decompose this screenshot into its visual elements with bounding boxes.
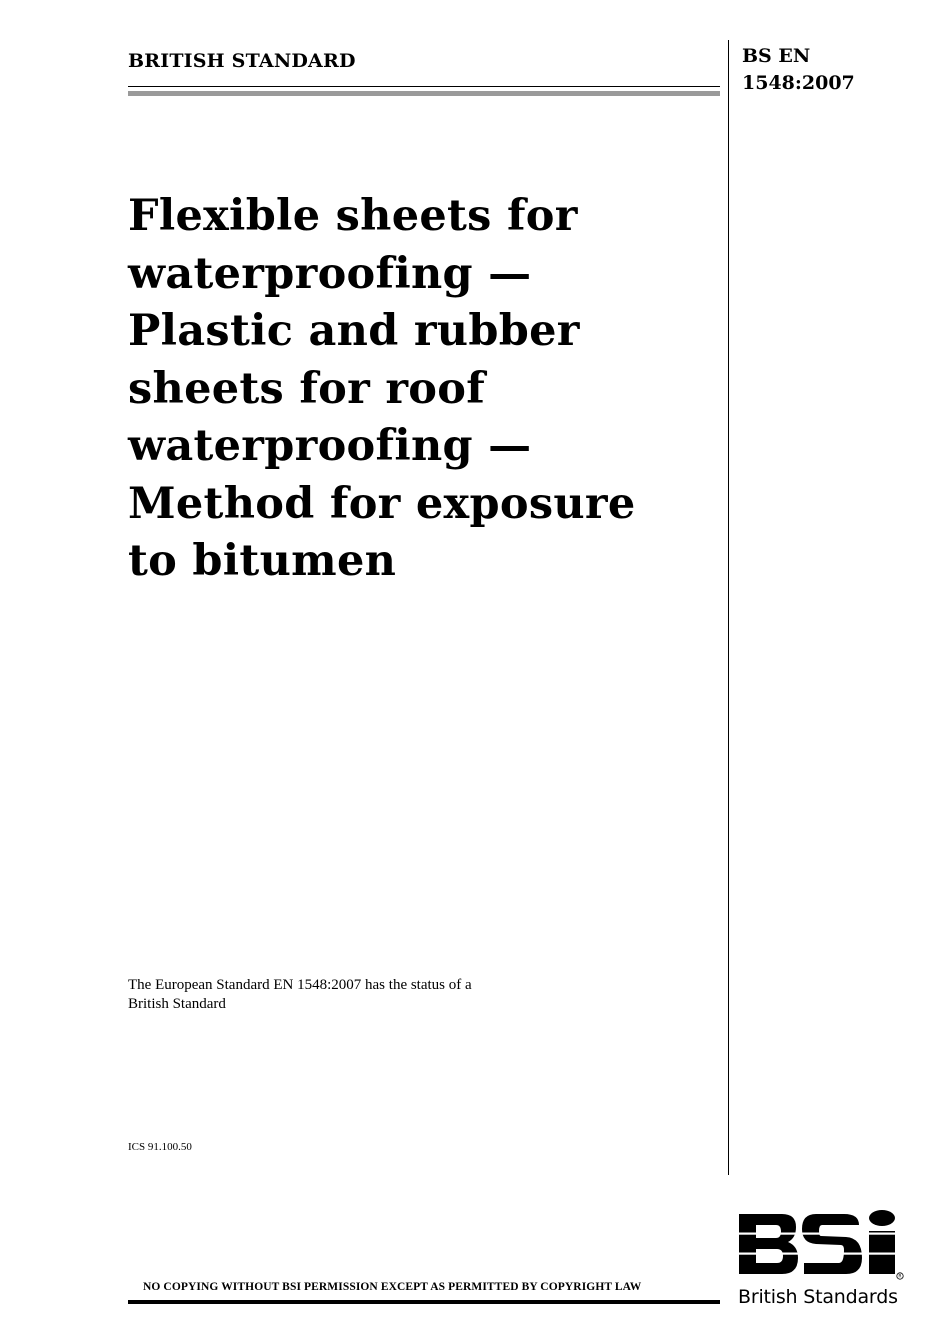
header-label: BRITISH STANDARD: [128, 50, 356, 72]
bsi-logo-caption: British Standards: [738, 1286, 898, 1308]
vertical-divider: [728, 40, 729, 1175]
standard-number: [742, 43, 922, 97]
title-line-1: Flexible sheets for: [128, 191, 578, 241]
bsi-logo-mark: [736, 1210, 906, 1286]
document-title: [128, 188, 718, 591]
status-statement: [128, 976, 472, 1014]
title-line-6: Method for exposure: [128, 478, 636, 529]
standard-number-line-1: BS EN: [742, 45, 811, 67]
svg-text:R: R: [898, 1274, 902, 1280]
header-rule-thin: [128, 86, 720, 87]
standard-number-line-2: 1548:2007: [742, 72, 855, 94]
footer-rule: [128, 1300, 720, 1304]
ics-code: ICS 91.100.50: [128, 1141, 192, 1153]
title-line-5: waterproofing —: [128, 421, 532, 471]
status-line-2: British Standard: [128, 996, 226, 1012]
title-line-2: waterproofing —: [128, 248, 532, 299]
title-line-3: Plastic and rubber: [128, 306, 580, 356]
copyright-notice: NO COPYING WITHOUT BSI PERMISSION EXCEPT AS PERMITTED BY COPYRIGHT LAW: [143, 1281, 642, 1293]
title-line-7: to bitumen: [128, 536, 397, 586]
title-line-4: sheets for roof: [128, 363, 486, 414]
bsi-logo: [736, 1210, 906, 1314]
status-line-1: The European Standard EN 1548:2007 has the status of a: [128, 977, 472, 993]
header-rule-gray: [128, 91, 720, 96]
